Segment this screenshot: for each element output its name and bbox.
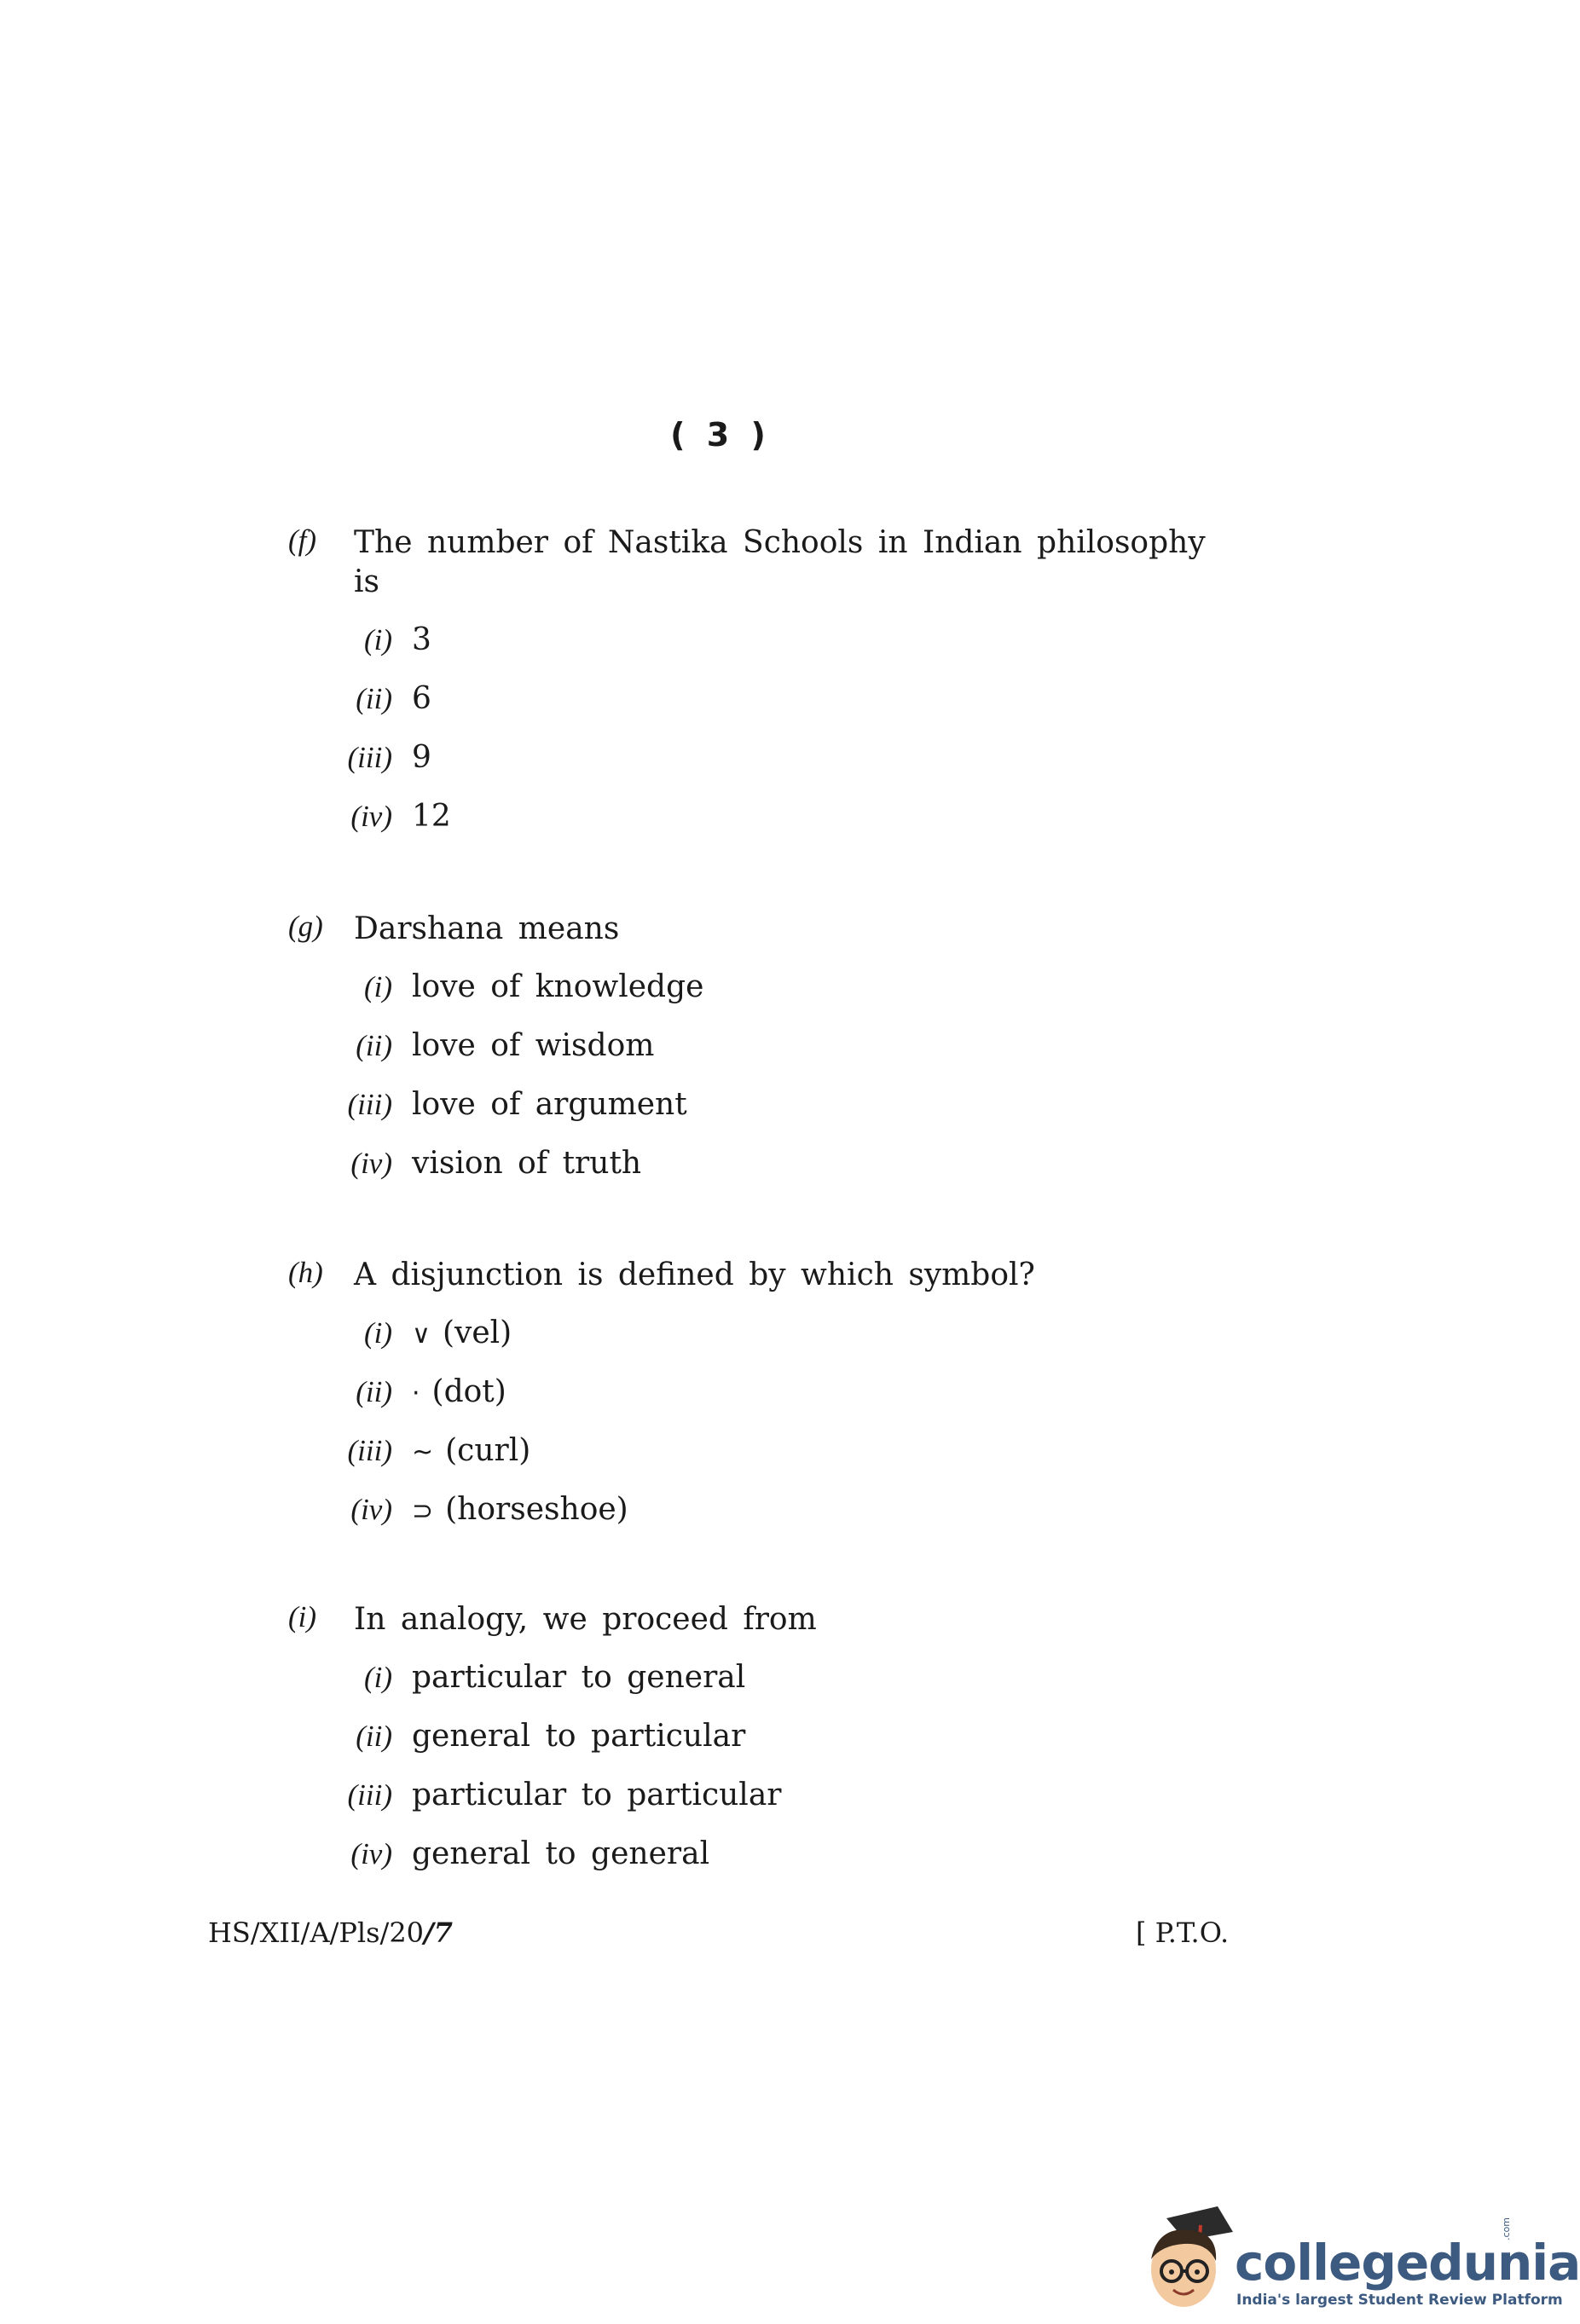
option-list [288,1314,1226,1549]
collegedunia-watermark [1132,2200,1580,2319]
option-list [288,968,1226,1203]
symbol-name: (vel) [442,1315,512,1350]
option-label: (iii) [347,1778,392,1812]
curl-symbol: ~ [412,1437,434,1467]
option-list [288,1658,1226,1893]
option-label: (iv) [350,800,392,833]
option-label: (iii) [347,741,392,774]
option-text [412,1431,530,1472]
option-label: (i) [363,970,392,1003]
vel-symbol: ∨ [412,1320,431,1350]
brand-domain: .com [1501,2217,1512,2240]
symbol-name: (dot) [431,1374,506,1409]
option-text [412,1490,628,1531]
option-item [288,797,1226,856]
option-text: vision of truth [412,1146,642,1181]
option-text: 3 [412,622,431,657]
question-text: A disjunction is defined by which symbol? [354,1257,1035,1292]
paper-code [208,1916,453,1949]
option-item [288,1373,1226,1431]
option-text: love of wisdom [412,1028,655,1063]
page-number: ( 3 ) [670,416,771,454]
option-label: (iv) [350,1493,392,1526]
option-label: (ii) [356,1029,392,1062]
option-label: (iv) [350,1147,392,1180]
option-item [288,621,1226,679]
question-g [288,910,1226,1217]
option-item [288,1776,1226,1835]
question-label: (g) [288,910,323,943]
question-text: The number of Nastika Schools in Indian philosophy is [354,525,1206,599]
option-label: (i) [363,623,392,656]
option-text: love of knowledge [412,969,704,1004]
question-label: (h) [288,1256,323,1289]
question-label: (f) [288,523,317,557]
option-label: (i) [363,1316,392,1350]
mascot-icon [1132,2200,1239,2319]
option-item [288,1026,1226,1085]
option-label: (iii) [347,1088,392,1121]
option-text: general to general [412,1836,710,1871]
option-item [288,1144,1226,1203]
question-label: (i) [288,1600,317,1633]
option-item [288,738,1226,797]
option-text: particular to particular [412,1778,782,1812]
option-text: love of argument [412,1087,687,1122]
option-item [288,1717,1226,1776]
option-item [288,968,1226,1026]
option-label: (ii) [356,682,392,715]
symbol-name: (horseshoe) [445,1492,628,1527]
option-label: (i) [363,1661,392,1694]
question-h [288,1256,1226,1563]
paper-code-suffix: /7 [424,1916,453,1949]
option-item [288,1314,1226,1373]
option-item [288,679,1226,738]
option-label: (ii) [356,1375,392,1408]
question-f [288,523,1226,870]
option-text: 9 [412,740,431,775]
option-text [412,1373,506,1413]
option-item [288,1490,1226,1549]
option-label: (iii) [347,1434,392,1467]
brand-name: collegedunia [1235,2234,1580,2292]
option-item [288,1431,1226,1490]
question-i [288,1600,1226,1907]
option-text: particular to general [412,1660,746,1695]
option-item [288,1658,1226,1717]
option-label: (ii) [356,1720,392,1753]
brand-tagline: India's largest Student Review Platform [1236,2292,1563,2309]
option-list [288,621,1226,856]
question-text: In analogy, we proceed from [354,1602,817,1637]
question-text: Darshana means [354,911,620,946]
option-text: 6 [412,681,431,716]
dot-symbol: · [412,1379,420,1408]
pto-marker: [ P.T.O. [1136,1916,1230,1949]
option-text [412,1314,512,1355]
paper-code-prefix: HS/XII/A/Pls/20 [208,1916,425,1949]
horseshoe-symbol: ⊃ [412,1496,434,1526]
option-label: (iv) [350,1837,392,1870]
option-item [288,1085,1226,1144]
option-text: general to particular [412,1719,746,1754]
option-text: 12 [412,799,451,834]
symbol-name: (curl) [445,1433,531,1468]
option-item [288,1835,1226,1893]
